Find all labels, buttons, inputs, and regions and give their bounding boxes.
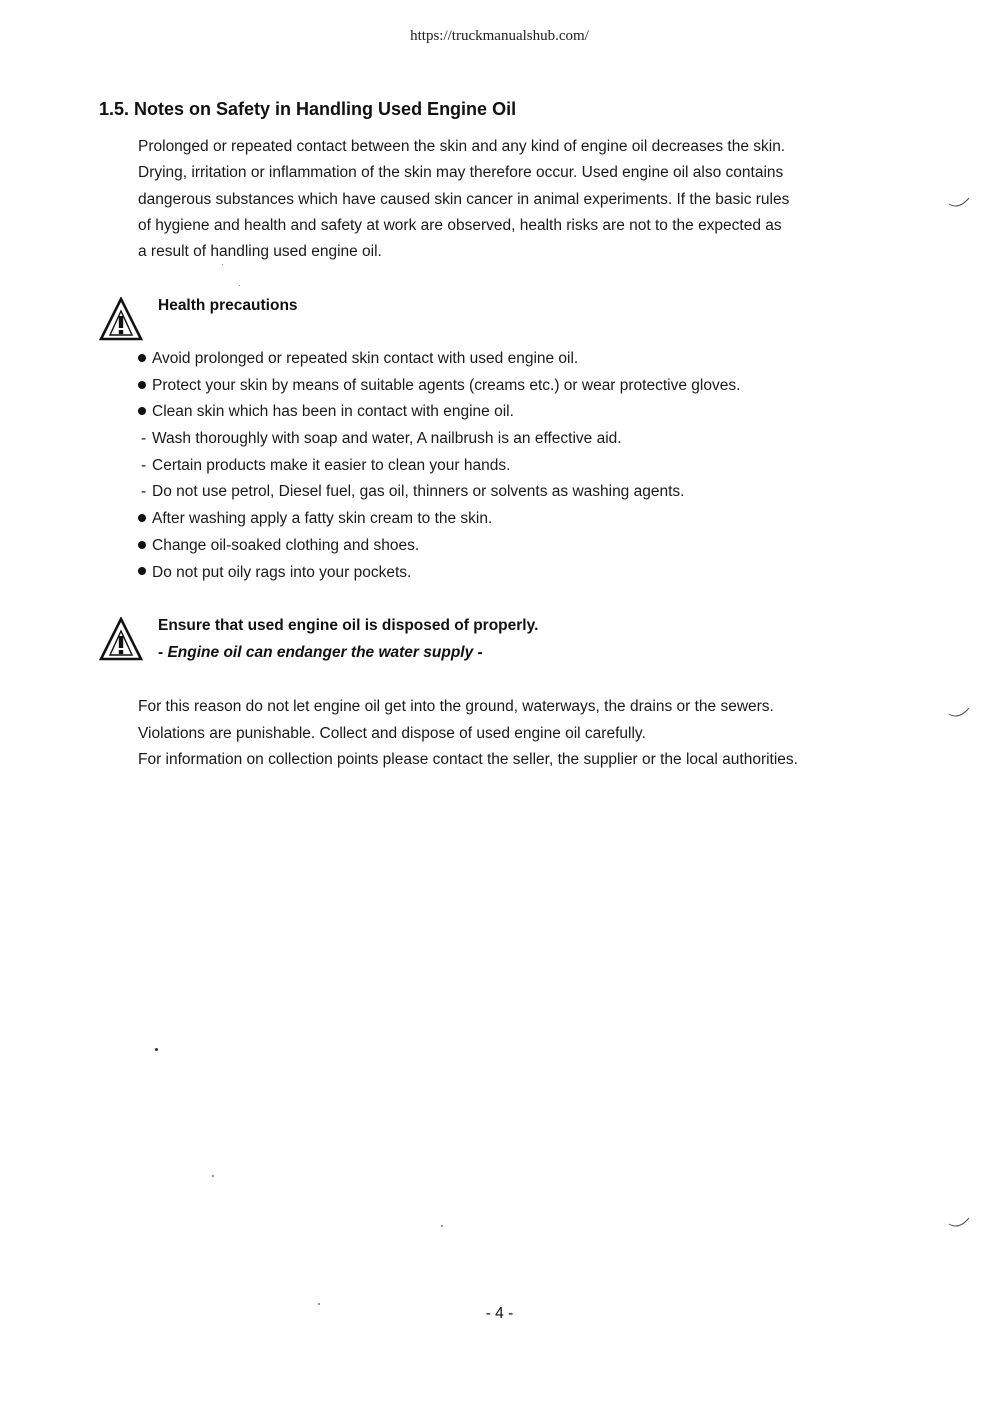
scan-speck: [318, 1303, 320, 1305]
scan-edge-mark: [945, 1210, 975, 1230]
list-item: Avoid prolonged or repeated skin contact with used engine oil.: [138, 346, 898, 373]
health-precautions-title: Health precautions: [158, 297, 298, 314]
warning-triangle-icon: [99, 617, 143, 661]
bullet-icon: [138, 354, 146, 362]
disposal-title: Ensure that used engine oil is disposed of properly.: [158, 617, 539, 634]
bullet-icon: [138, 541, 146, 549]
list-item: Change oil-soaked clothing and shoes.: [138, 533, 898, 560]
health-precautions-list: [138, 346, 898, 586]
scan-speck: [441, 1225, 443, 1227]
bullet-icon: [138, 567, 146, 575]
dash-marker: -: [141, 430, 147, 448]
scan-speck: [239, 285, 240, 286]
scan-speck: [222, 264, 223, 265]
disposal-paragraph: [138, 694, 908, 774]
intro-line: of hygiene and health and safety at work are observed, health risks are not to the expected as: [138, 216, 782, 234]
scan-speck: [212, 1175, 214, 1177]
list-item: After washing apply a fatty skin cream to the skin.: [138, 506, 898, 533]
disposal-line: For information on collection points please contact the seller, the supplier or the local authorities.: [138, 751, 798, 769]
list-item: Protect your skin by means of suitable agents (creams etc.) or wear protective gloves.: [138, 373, 898, 400]
dash-marker: -: [141, 483, 147, 501]
intro-line: Drying, irritation or inflammation of the skin may therefore occur. Used engine oil also contains: [138, 164, 784, 182]
page-number: - 4 -: [485, 1305, 514, 1322]
list-item: Do not put oily rags into your pockets.: [138, 560, 898, 587]
intro-paragraph: [138, 134, 903, 265]
list-item: - Wash thoroughly with soap and water, A nailbrush is an effective aid.: [138, 426, 898, 453]
disposal-subtitle: - Engine oil can endanger the water supply -: [158, 644, 483, 661]
warning-triangle-icon: [99, 297, 143, 341]
intro-line: Prolonged or repeated contact between the skin and any kind of engine oil decreases the skin.: [138, 138, 786, 155]
section-heading: 1.5. Notes on Safety in Handling Used Engine Oil: [99, 99, 517, 119]
bullet-icon: [138, 514, 146, 522]
list-item: Clean skin which has been in contact with engine oil.: [138, 399, 898, 426]
source-url: https://truckmanualshub.com/: [410, 28, 589, 44]
list-item: - Do not use petrol, Diesel fuel, gas oil, thinners or solvents as washing agents.: [138, 479, 898, 506]
scan-edge-mark: [945, 700, 975, 720]
scan-speck: [155, 1048, 158, 1051]
disposal-line: For this reason do not let engine oil get into the ground, waterways, the drains or the sewers.: [138, 698, 774, 715]
disposal-line: Violations are punishable. Collect and dispose of used engine oil carefully.: [138, 724, 646, 742]
bullet-icon: [138, 381, 146, 389]
intro-line: dangerous substances which have caused skin cancer in animal experiments. If the basic rules: [138, 190, 790, 208]
list-item: - Certain products make it easier to clean your hands.: [138, 453, 898, 480]
scan-edge-mark: [945, 190, 975, 210]
bullet-icon: [138, 407, 146, 415]
intro-line: a result of handling used engine oil.: [138, 243, 382, 261]
dash-marker: -: [141, 456, 147, 474]
